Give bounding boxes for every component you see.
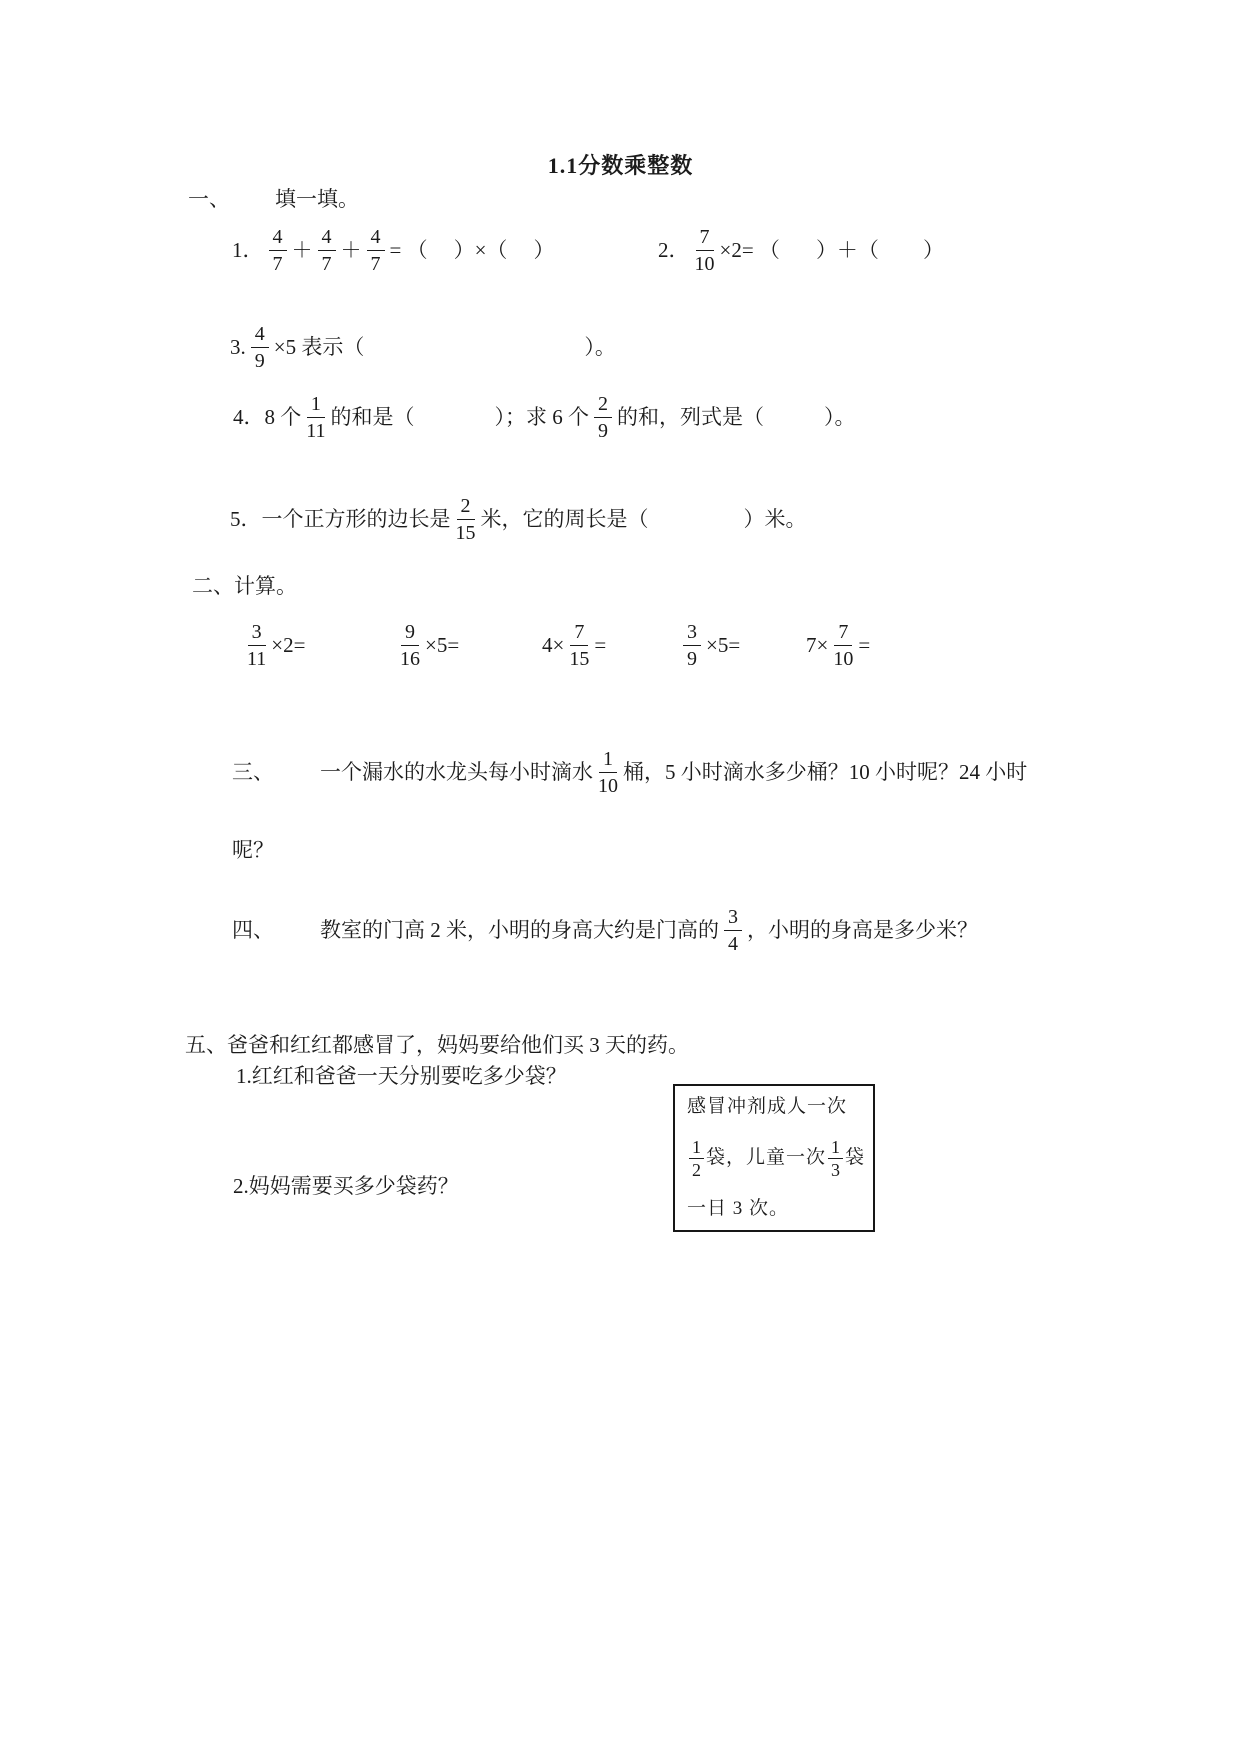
section-4-problem [232,905,978,954]
fraction-numerator: 3 [683,620,701,646]
text-run: 的和，列式是（ [617,404,765,429]
fraction-denominator: 9 [254,350,265,372]
answer-blank-gap [780,249,816,250]
fraction [251,322,269,371]
text-run: 4．8 个 [233,404,302,429]
fraction-numerator: 9 [401,620,419,646]
section-5-question-2 [233,1172,459,1200]
fill-item-1 [232,225,554,274]
answer-blank-gap [428,249,454,250]
fraction-denominator: 11 [306,420,326,442]
text-run: 4× [542,632,565,657]
fraction [569,620,589,669]
fraction-numerator: 3 [724,905,742,931]
fraction-numerator: 4 [269,225,287,251]
answer-blank-gap [507,249,533,250]
section-5-intro [185,1031,689,1059]
fraction-denominator: 10 [598,775,618,797]
text-run: 一、 [188,187,230,211]
text-run: 1.红红和爸爸一天分别要吃多少袋？ [236,1064,567,1088]
text-run: ×5 表示（ [273,334,365,359]
answer-blank-gap [764,416,824,417]
text-run: ＋ [340,237,362,262]
calc-expression-3 [542,620,606,669]
medicine-box-line-1 [687,1096,861,1118]
fraction [269,225,287,274]
fraction-numerator: 2 [594,392,612,418]
text-run: 3. [230,334,246,359]
text-run: 四、 [232,917,274,942]
fraction [828,1137,843,1179]
text-run: 袋，儿童一次 [706,1147,827,1168]
text-run: ×2= [271,632,306,657]
section-3-problem-continued [232,836,274,864]
text-run: 五、爸爸和红红都感冒了，妈妈要给他们买 3 天的药。 [185,1033,689,1057]
fraction [594,392,612,441]
text-run: 一日 3 次。 [687,1198,790,1219]
fraction-numerator: 2 [457,494,475,520]
fraction-numerator: 3 [248,620,266,646]
text-run: ×5= [706,632,741,657]
fraction-denominator: 11 [247,648,267,670]
text-run: 2． [658,237,690,262]
answer-blank-gap [364,346,584,347]
answer-blank-gap [274,771,320,772]
fraction-numerator: 4 [318,225,336,251]
fraction [833,620,853,669]
fraction-denominator: 9 [687,648,697,670]
text-run: ×5= [425,632,460,657]
text-run: ×2= （ [719,237,780,262]
answer-blank-gap [274,929,320,930]
text-run: 的和是（ [330,404,415,429]
answer-blank-gap [230,199,275,200]
fraction-denominator: 16 [400,648,420,670]
calc-expression-5 [806,620,870,669]
text-run: 三、 [232,759,274,784]
fraction-denominator: 7 [272,253,283,275]
text-run: 袋 [845,1147,866,1168]
text-run: 米，它的周长是（ [480,506,649,531]
text-run: 呢？ [232,838,274,862]
section-3-problem [232,747,1027,796]
medicine-info-box [673,1084,875,1232]
fraction-numerator: 7 [834,620,852,646]
section-1-heading [188,185,359,213]
fraction-denominator: 15 [455,522,476,544]
fraction-denominator: 4 [728,933,738,955]
fraction-denominator: 2 [692,1160,701,1180]
calc-expression-4 [678,620,740,669]
fraction-denominator: 15 [569,648,590,670]
text-run: 1． [232,237,264,262]
text-run: = [594,632,607,657]
text-run: 2.妈妈需要买多少袋药？ [233,1174,459,1198]
fraction [456,494,476,543]
fill-item-3 [230,322,616,371]
answer-blank-gap [415,416,495,417]
medicine-box-line-2 [687,1137,866,1180]
text-run: 二、计算。 [192,574,297,598]
text-run: ，小明的身高是多少米？ [747,917,978,942]
fill-item-5 [230,494,807,543]
fraction [695,225,715,274]
text-run: = （ [389,237,428,262]
text-run: 教室的门高 2 米，小明的身高大约是门高的 [320,917,719,942]
text-run: ）×（ [453,237,508,262]
text-run: 感冒冲剂成人一次 [687,1096,848,1117]
fraction-denominator: 3 [831,1160,841,1180]
fraction [400,620,420,669]
fraction-denominator: 10 [694,253,715,275]
text-run: ）。 [824,404,856,429]
fraction-numerator: 7 [696,225,714,251]
text-run: ） [922,237,944,262]
text-run: 填一填。 [275,187,359,211]
fraction [247,620,266,669]
text-run: ）；求 6 个 [494,404,590,429]
fraction [689,1137,704,1179]
text-run: 一个漏水的水龙头每小时滴水 [320,759,593,784]
medicine-box-line-3 [687,1198,861,1220]
fraction-denominator: 9 [598,420,609,442]
calc-expression-1 [242,620,305,669]
fraction [367,225,385,274]
fraction-denominator: 7 [370,253,381,275]
text-run: 5．一个正方形的边长是 [230,506,451,531]
text-run: ）＋（ [815,237,879,262]
fraction-numerator: 1 [689,1137,704,1159]
text-run: ）米。 [743,506,807,531]
text-run: 7× [806,632,829,657]
text-run: ） [533,237,555,262]
fraction-numerator: 7 [570,620,588,646]
fraction-numerator: 4 [367,225,385,251]
text-run: ）。 [584,334,616,359]
fraction-numerator: 1 [599,747,617,773]
worksheet-title: 1.1分数乘整数 [547,153,694,178]
text-run: = [858,632,871,657]
section-5-question-1 [236,1062,567,1090]
answer-blank-gap [879,249,923,250]
fraction-numerator: 4 [251,322,269,348]
fraction [724,905,742,954]
section-2-heading [192,572,297,600]
text-run: 桶，5 小时滴水多少桶？10 小时呢？24 小时 [623,759,1028,784]
answer-blank-gap [649,518,744,519]
fraction-numerator: 1 [828,1137,843,1159]
fraction [598,747,618,796]
fill-item-4 [233,392,856,441]
fraction-denominator: 7 [321,253,332,275]
text-run: ＋ [291,237,313,262]
fraction [318,225,336,274]
fraction [306,392,325,441]
calc-expression-2 [395,620,459,669]
fraction-numerator: 1 [307,392,325,418]
fraction-denominator: 10 [833,648,854,670]
fraction [683,620,701,669]
fill-item-2 [658,225,944,274]
